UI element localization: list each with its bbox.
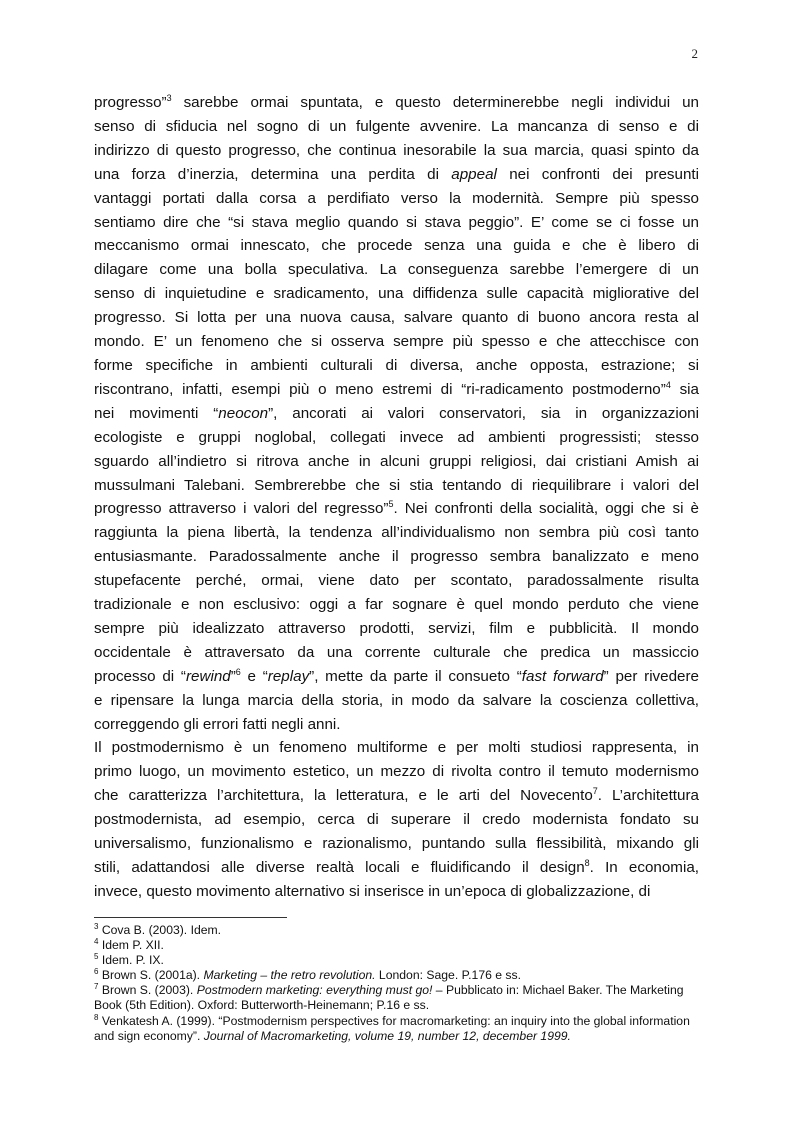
- text-segment: dilagare come una bolla speculativa. La conseguenza sarebbe l’emergere di un: [94, 261, 699, 279]
- italic-term: appeal: [451, 165, 497, 183]
- text-line: [94, 832, 699, 856]
- footnote-title: Journal of Macromarketing, volume 19, number 12, december 1999.: [203, 1028, 571, 1043]
- text-segment: ecologiste e gruppi noglobal, collegati invece ad ambienti progressisti; stesso: [94, 428, 699, 446]
- text-segment: ”, mette da parte il consueto “: [309, 667, 522, 685]
- footnote-ref: 8: [584, 858, 590, 868]
- text-segment: sentiamo dire che “si stava meglio quando si stava peggio”. E’ come se ci fosse un: [94, 213, 699, 231]
- text-segment: primo luogo, un movimento estetico, un mezzo di rivolta contro il temuto modernismo: [94, 763, 699, 781]
- text-line: [94, 689, 699, 713]
- footnote-text: Idem. P. IX.: [101, 953, 164, 968]
- text-segment: stili, adattandosi alle diverse realtà locali e fluidificando il design: [94, 859, 585, 876]
- footnote-number: 6: [94, 967, 99, 977]
- text-segment: senso di sfiducia nel sogno di un fulgente avvenire. La mancanza di senso e di: [94, 117, 699, 135]
- text-line: [94, 211, 699, 235]
- footnote-text: Brown S. (2001a).: [101, 968, 204, 983]
- footnote-title: Postmodern marketing: everything must go!: [196, 983, 433, 998]
- footnote-text: – Pubblicato in: Michael Baker. The Marketing Book (5th Edition). Oxford: Butterworth-Heinemann; P.16 e ss.: [94, 983, 684, 1013]
- text-line: [94, 354, 699, 378]
- text-segment: ”: [230, 667, 236, 685]
- text-segment: ” per rivedere: [603, 667, 699, 685]
- text-segment: . L’architettura: [597, 787, 699, 805]
- footnote-4: [94, 938, 699, 953]
- text-line: [94, 378, 699, 402]
- text-segment: raggiunta la piena libertà, la tendenza all’individualismo non sembra più così tanto: [94, 524, 699, 542]
- italic-term: fast forward: [521, 667, 604, 685]
- text-line: [94, 402, 699, 426]
- footnote-text: Venkatesh A. (1999). “Postmodernism perspectives for macromarketing: an inquiry into the global information and sign economy”.: [94, 1013, 690, 1043]
- text-segment: progresso”: [94, 94, 167, 111]
- footnote-7: [94, 983, 699, 1013]
- text-segment: indirizzo di questo progresso, che continua inesorabile la sua marcia, quasi spinto da: [94, 141, 699, 159]
- text-segment: postmodernista, ad esempio, cerca di superare il credo modernista fondato su: [94, 811, 699, 829]
- text-segment: sguardo all’indietro si ritrova anche in alcuni gruppi religiosi, dai cristiani Amish ai: [94, 452, 699, 470]
- footnote-separator: [94, 917, 287, 918]
- footnote-number: 4: [94, 937, 99, 947]
- footnote-text: London: Sage. P.176 e ss.: [375, 968, 522, 983]
- text-line: [94, 760, 699, 784]
- text-segment: universalismo, funzionalismo e razionalismo, puntando sulla flessibilità, mixando gli: [94, 835, 699, 853]
- text-segment: che caratterizza l’architettura, la letteratura, e le arti del Novecento: [94, 787, 593, 805]
- text-segment: mondo. E’ un fenomeno che si osserva sempre più spesso e che attecchisce con: [94, 333, 699, 351]
- text-segment: . In economia,: [589, 859, 699, 876]
- text-segment: nei confronti dei presunti: [496, 165, 699, 183]
- text-line: [94, 163, 699, 187]
- text-segment: stupefacente perché, ormai, viene dato per scontato, paradossalmente risulta: [94, 572, 699, 590]
- footnote-3: [94, 923, 699, 938]
- text-line: [94, 91, 699, 115]
- text-segment: ”, ancorati ai valori conservatori, sia in organizzazioni: [268, 404, 699, 422]
- footnote-text: Cova B. (2003). Idem.: [101, 923, 222, 937]
- text-line: [94, 139, 699, 163]
- text-line: [94, 880, 699, 904]
- text-line: [94, 426, 699, 450]
- text-line: [94, 497, 699, 521]
- italic-term: rewind: [185, 667, 231, 685]
- text-line: [94, 736, 699, 760]
- text-segment: mussulmani Talebani. Sembrerebbe che si stia tentando di riequilibrare i valori del: [94, 476, 699, 494]
- text-line: [94, 474, 699, 498]
- footnote-ref: 3: [166, 93, 172, 103]
- text-line: [94, 258, 699, 282]
- text-line: [94, 665, 699, 689]
- text-segment: e ripensare la lunga marcia della storia, in modo da salvare la coscienza collettiva,: [94, 691, 699, 709]
- italic-term: replay: [267, 667, 310, 685]
- footnote-8: [94, 1014, 699, 1044]
- footnote-ref: 5: [388, 499, 394, 510]
- footnote-number: 7: [94, 982, 99, 992]
- text-segment: entusiasmante. Paradossalmente anche il progresso sembra banalizzato e meno: [94, 548, 699, 566]
- text-line: [94, 450, 699, 474]
- footnote-number: 3: [94, 922, 99, 931]
- text-segment: meccanismo ormai innescato, che procede senza una guida e che è libero di: [94, 237, 699, 255]
- text-segment: correggendo gli errori fatti negli anni.: [94, 715, 341, 733]
- text-line: [94, 282, 699, 306]
- text-line: [94, 808, 699, 832]
- text-line: [94, 617, 699, 641]
- text-segment: progresso. Si lotta per una nuova causa, salvare quanto di buono ancora resta al: [94, 309, 699, 327]
- text-line: [94, 593, 699, 617]
- text-segment: sia: [670, 380, 700, 398]
- text-segment: nei movimenti “: [94, 404, 219, 422]
- text-segment: processo di “: [94, 667, 186, 685]
- footnotes: [94, 923, 699, 1044]
- text-line: [94, 187, 699, 211]
- footnote-text: Idem P. XII.: [101, 938, 164, 953]
- footnote-title: Marketing – the retro revolution.: [203, 968, 376, 983]
- text-segment: senso di inquietudine e sradicamento, una diffidenza sulle capacità migliorative del: [94, 285, 699, 303]
- footnote-number: 5: [94, 952, 99, 962]
- footnote-5: [94, 953, 699, 968]
- text-segment: vantaggi portati dalla corsa a perdifiato verso la modernità. Sempre più spesso: [94, 189, 699, 207]
- text-line: [94, 545, 699, 569]
- text-line: [94, 521, 699, 545]
- footnote-ref: 6: [235, 666, 241, 677]
- text-line: [94, 713, 699, 737]
- text-segment: sarebbe ormai spuntata, e questo determinerebbe negli individui un: [171, 94, 699, 111]
- text-line: [94, 306, 699, 330]
- text-line: [94, 234, 699, 258]
- text-segment: e “: [240, 667, 268, 685]
- text-line: [94, 569, 699, 593]
- text-line: [94, 330, 699, 354]
- text-line: [94, 641, 699, 665]
- paragraph-2: [94, 736, 699, 903]
- footnote-number: 8: [94, 1012, 99, 1022]
- text-segment: forme specifiche in ambienti culturali di diversa, anche opposta, estrazione; si: [94, 356, 699, 374]
- footnote-ref: 4: [665, 379, 671, 390]
- text-segment: riscontrano, infatti, esempi più o meno estremi di “ri-radicamento postmoderno”: [94, 380, 666, 398]
- text-line: [94, 856, 699, 880]
- italic-term: neocon: [218, 404, 269, 422]
- footnote-text: Brown S. (2003).: [101, 983, 197, 998]
- footnote-ref: 7: [592, 786, 598, 797]
- main-text: [94, 91, 699, 904]
- text-segment: progresso attraverso i valori del regresso”: [94, 500, 389, 518]
- paragraph-1: [94, 91, 699, 736]
- text-segment: occidentale è attraversato da una corrente culturale che predica un massiccio: [94, 643, 699, 661]
- text-line: [94, 784, 699, 808]
- text-segment: sempre più idealizzato attraverso prodotti, servizi, film e pubblicità. Il mondo: [94, 619, 699, 637]
- text-segment: una forza d’inerzia, determina una perdita di: [94, 165, 452, 183]
- text-segment: tradizionale e non esclusivo: oggi a far sognare è quel mondo perduto che viene: [94, 596, 699, 614]
- text-segment: . Nei confronti della socialità, oggi che si è: [393, 500, 699, 518]
- footnote-6: [94, 968, 699, 983]
- text-line: [94, 115, 699, 139]
- text-segment: invece, questo movimento alternativo si inserisce in un’epoca di globalizzazione, di: [94, 882, 651, 900]
- page-number: 2: [691, 46, 698, 61]
- text-segment: Il postmodernismo è un fenomeno multiforme e per molti studiosi rappresenta, in: [94, 739, 699, 757]
